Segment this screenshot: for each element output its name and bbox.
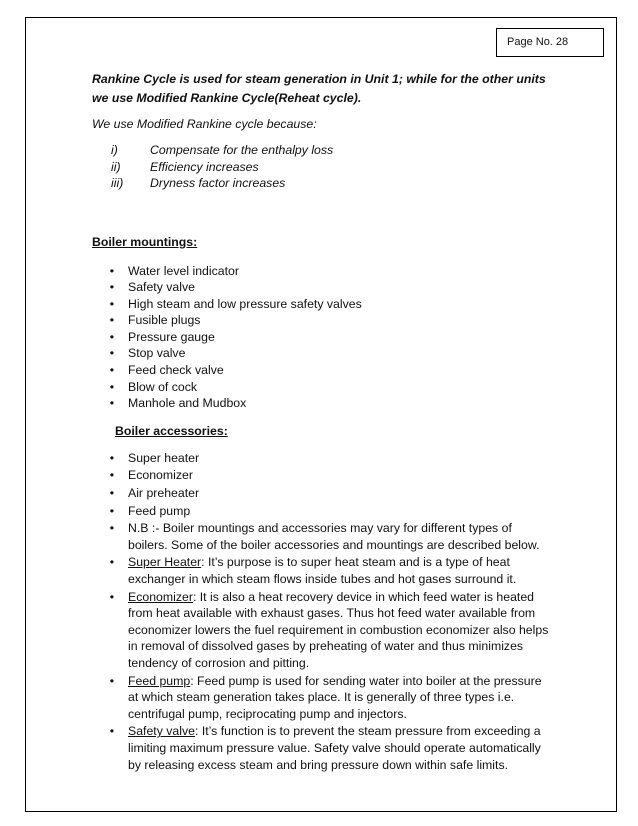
list-item-text: Feed check valve (128, 363, 224, 378)
description-item (92, 723, 552, 773)
list-item (92, 362, 552, 379)
bullet-icon: • (109, 263, 114, 278)
list-item-text: Air preheater (128, 486, 200, 501)
list-item (92, 329, 552, 346)
accessories-list (92, 450, 552, 773)
bullet-icon: • (109, 379, 114, 394)
list-item (92, 379, 552, 396)
reason-text: Efficiency increases (150, 159, 259, 174)
list-item-text: Economizer (128, 468, 193, 483)
bullet-icon: • (109, 450, 114, 465)
description-item (92, 589, 552, 672)
description-text: : Feed pump is used for sending water into boiler at the pressure at which steam generation takes place. It is generally of three types i.e. centrifugal pump, reciprocating pump and injectors. (128, 673, 542, 721)
list-item (92, 312, 552, 329)
term-label: Safety valve (128, 724, 195, 739)
accessories-heading: Boiler accessories: (115, 423, 228, 438)
reason-intro: We use Modified Rankine cycle because: (92, 117, 317, 131)
list-item-text: Pressure gauge (128, 329, 215, 344)
list-item (92, 279, 552, 296)
bullet-icon: • (109, 396, 114, 411)
bullet-icon: • (109, 673, 114, 688)
mountings-heading: Boiler mountings: (92, 234, 198, 249)
reason-text: Dryness factor increases (150, 176, 286, 190)
page-number-label: Page No. 28 (496, 28, 604, 57)
list-item-text: N.B :- Boiler mountings and accessories may vary for different types of boilers. Some of the boiler accessories and mountings are described below. (128, 521, 540, 552)
list-item-text: Safety valve (128, 280, 195, 295)
bullet-icon: • (109, 589, 114, 604)
reasons-list (92, 142, 552, 192)
list-item-text: Blow of cock (128, 379, 198, 394)
list-item (92, 450, 552, 467)
mountings-list (92, 263, 552, 412)
list-item-text: Stop valve (128, 346, 186, 361)
reason-number: i) (111, 143, 118, 157)
description-item (92, 554, 552, 587)
list-item-text: Feed pump (128, 503, 191, 518)
list-item-text: Super heater (128, 450, 200, 465)
list-item-text: Manhole and Mudbox (128, 396, 247, 411)
list-item (92, 345, 552, 362)
list-item (92, 296, 552, 313)
bullet-icon: • (109, 521, 114, 536)
bullet-icon: • (109, 468, 114, 483)
reason-number: iii) (111, 176, 124, 190)
reason-item (92, 159, 552, 176)
description-text: : It’s function is to prevent the steam pressure from exceeding a limiting maximum pressure value. Safety valve should operate automatically by releasing excess steam and bring pressure down within safe limits. (128, 724, 541, 772)
bullet-icon: • (109, 363, 114, 378)
reason-item (92, 175, 552, 192)
intro-paragraph: Rankine Cycle is used for steam generation in Unit 1; while for the other units we use Modified Rankine Cycle(Reheat cycle). (92, 72, 546, 105)
description-item (92, 673, 552, 723)
list-item (92, 467, 552, 484)
bullet-icon: • (109, 313, 114, 328)
list-item-text: Water level indicator (128, 263, 239, 278)
list-item (92, 485, 552, 502)
reason-text: Compensate for the enthalpy loss (150, 143, 334, 157)
reason-number: ii) (111, 159, 121, 174)
bullet-icon: • (109, 280, 114, 295)
list-item-text: Fusible plugs (128, 313, 201, 328)
bullet-icon: • (109, 346, 114, 361)
list-item (92, 395, 552, 412)
list-item (92, 263, 552, 280)
list-item-text: High steam and low pressure safety valves (128, 296, 362, 311)
bullet-icon: • (109, 555, 114, 570)
term-label: Economizer (128, 589, 193, 604)
term-label: Feed pump (128, 673, 191, 688)
description-text: : It is also a heat recovery device in which feed water is heated from heat available with exhaust gases. Thus hot feed water available from economizer lowers the fuel requirement in combustion economizer also helps in removal of dissolved gases by preheating of water and thus minimizes tendency of corrosion and pitting. (128, 589, 549, 670)
bullet-icon: • (109, 724, 114, 739)
list-item (92, 503, 552, 520)
bullet-icon: • (109, 503, 114, 518)
bullet-icon: • (109, 329, 114, 344)
reason-item (92, 142, 552, 159)
list-item (92, 520, 552, 553)
bullet-icon: • (109, 486, 114, 501)
term-label: Super Heater (128, 555, 202, 570)
document-body (92, 70, 552, 774)
description-text: : It’s purpose is to super heat steam and is a type of heat exchanger in which steam flows inside tubes and hot gases surround it. (128, 555, 517, 586)
bullet-icon: • (109, 296, 114, 311)
